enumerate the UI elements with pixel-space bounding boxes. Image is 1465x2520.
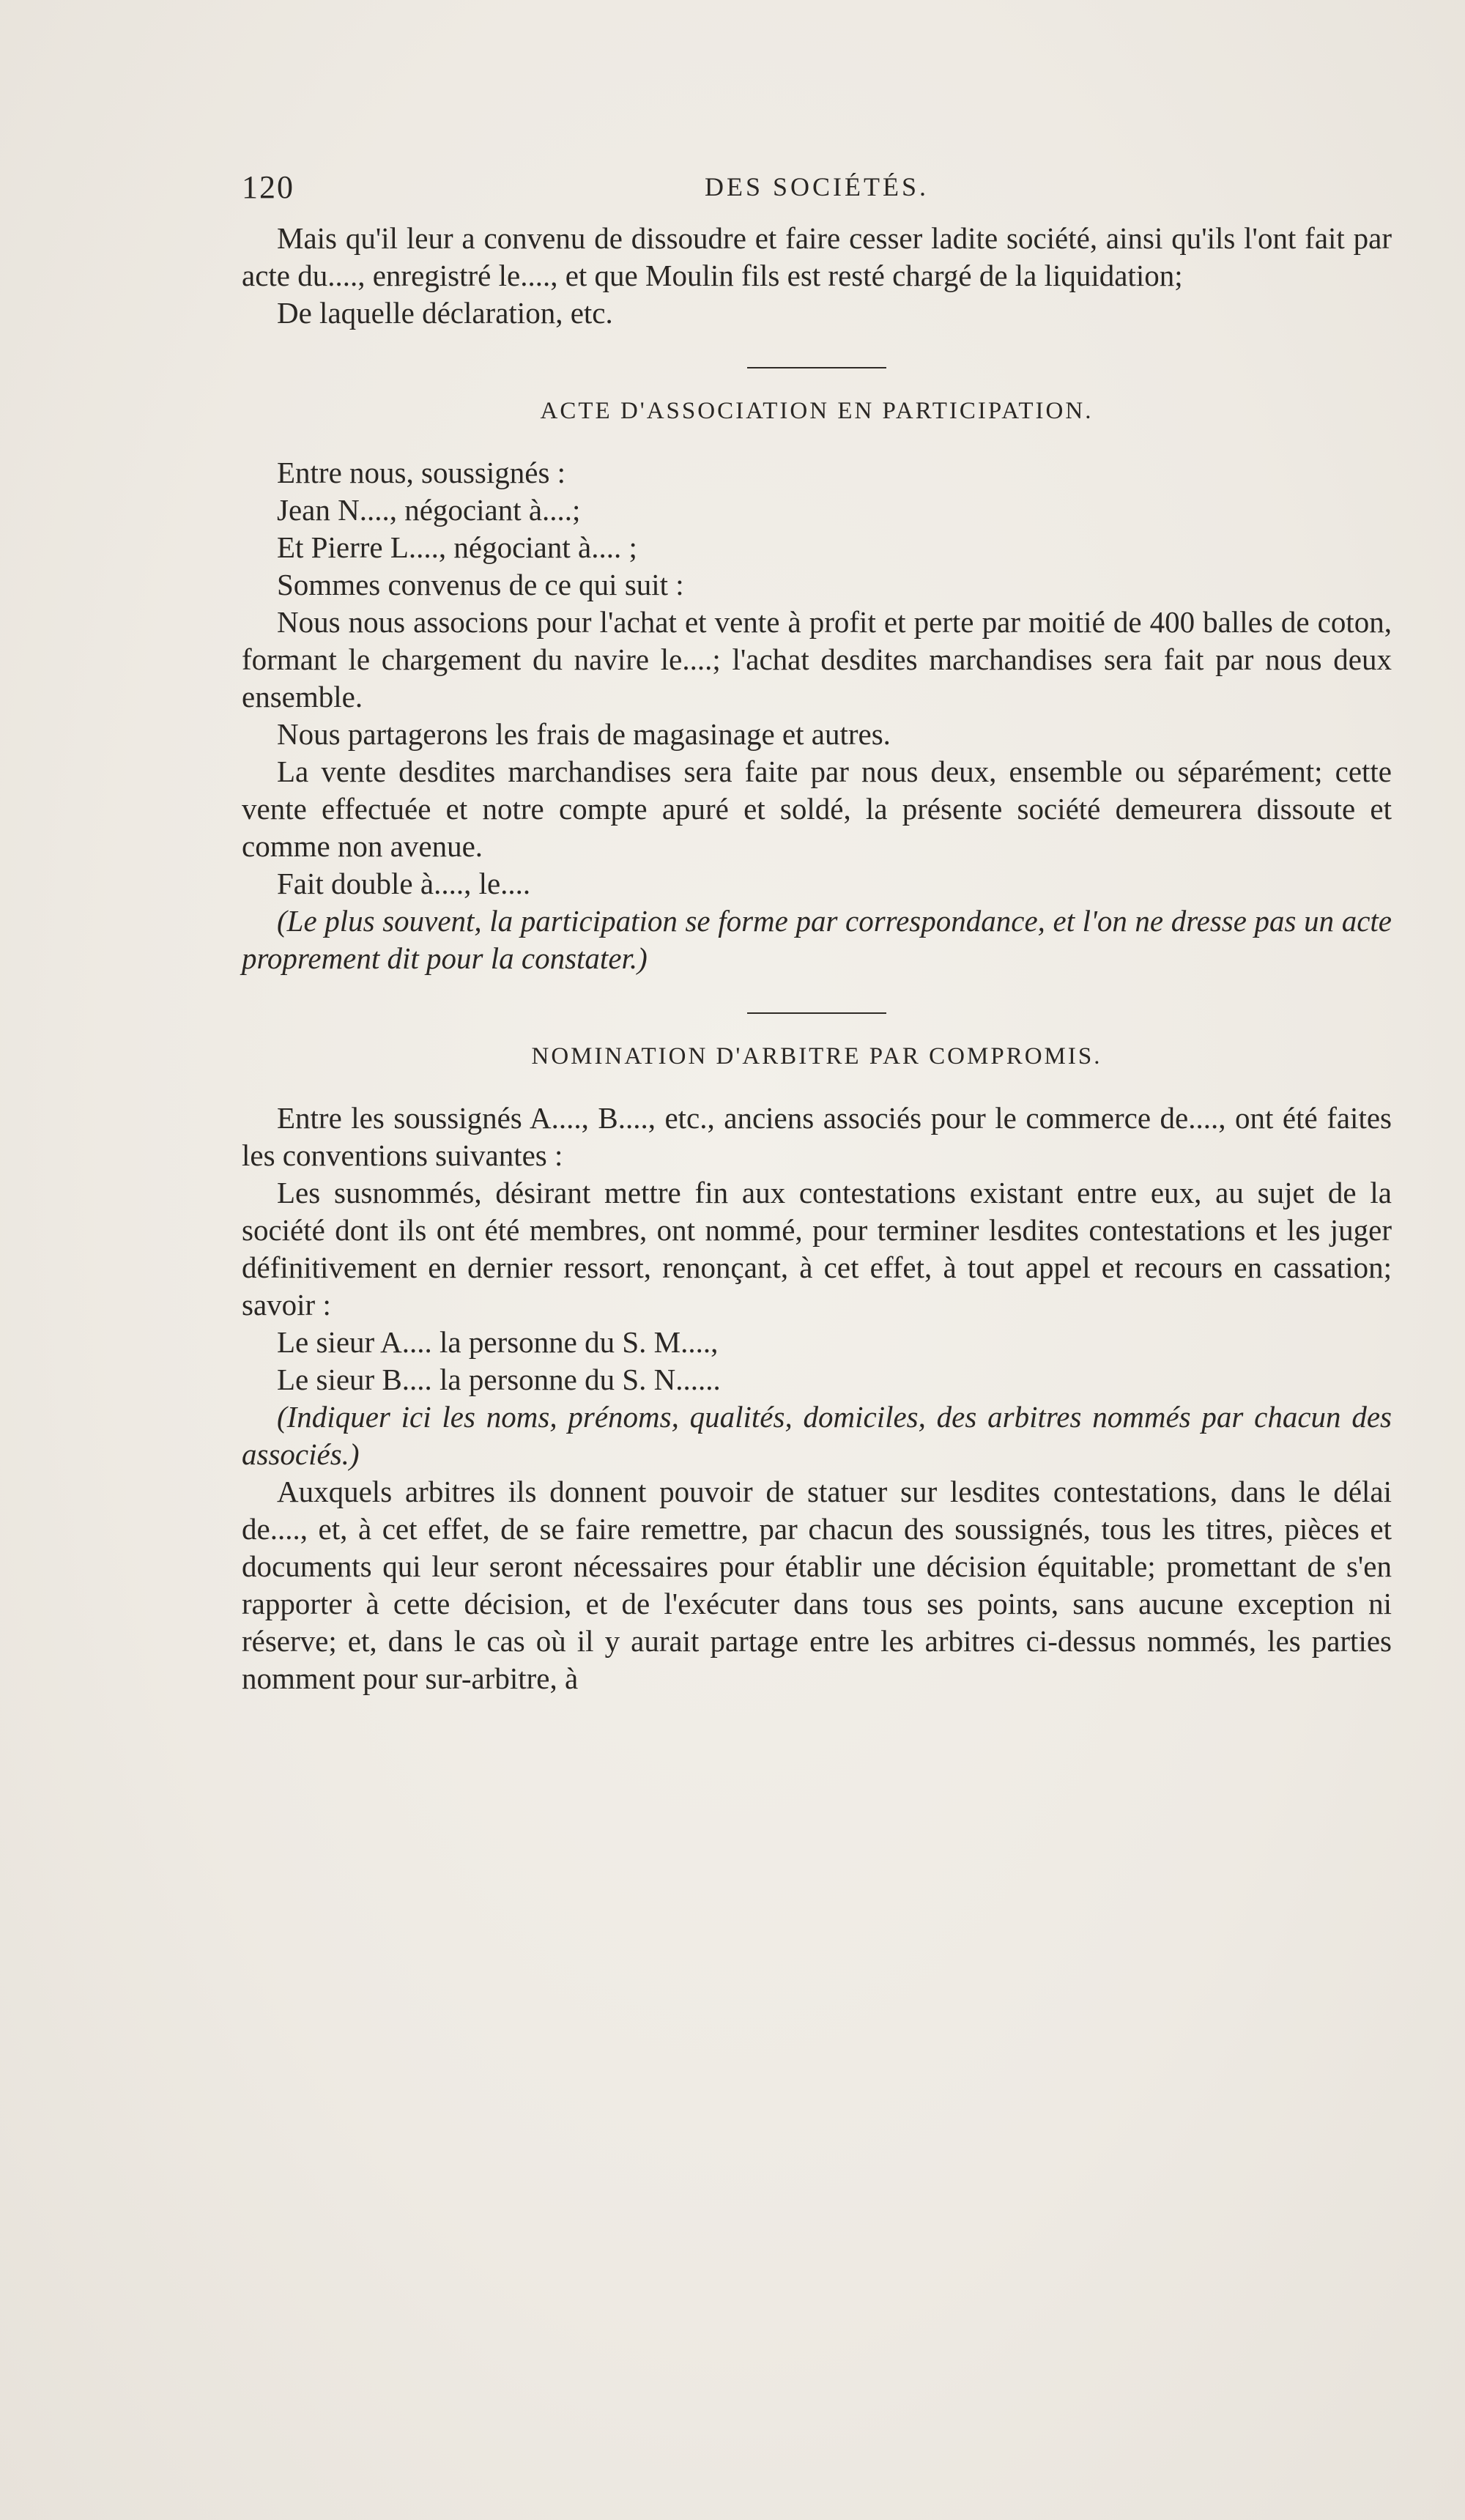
paragraph: La vente desdites marchandises sera faite par nous deux, ensemble ou séparément; cette vente effectuée et notre compte apuré et soldé, la présente société demeurera dissoute et comme non avenue.	[242, 755, 1392, 863]
paragraph: Les susnommés, désirant mettre fin aux contestations existant entre eux, au sujet de la société dont ils ont été membres, ont nommé, pour terminer lesdites contestations et les juger définitivement en dernier ressort, renonçant, à cet effet, à tout appel et recours en cassation; savoir :	[242, 1176, 1392, 1322]
paragraph: Nous partagerons les frais de magasinage et autres.	[277, 717, 891, 751]
paragraph: Auxquels arbitres ils donnent pouvoir de statuer sur lesdites contestations, dans le délai de...., et, à cet effet, de se faire remettre, par chacun des soussignés, tous les titres, pièces et documents qui leur seront nécessaires pour établir une décision équitable; promettant de s'en rapporter à cette décision, et de l'exécuter dans tous ses points, sans aucune exception ni réserve; et, dans le cas où il y aurait partage entre les arbitres ci-dessus nommés, les parties nomment pour sur-arbitre, à	[242, 1475, 1392, 1695]
italic-note: (Le plus souvent, la participation se forme par correspondance, et l'on ne dresse pas un acte proprement dit pour la constater.)	[242, 904, 1392, 975]
paragraph: Mais qu'il leur a convenu de dissoudre et faire cesser ladite société, ainsi qu'ils l'ont fait par acte du...., enregistré le...., et que Moulin fils est resté chargé de la liquidation;	[242, 221, 1392, 292]
section-title-arbitration: NOMINATION D'ARBITRE PAR COMPROMIS.	[531, 1043, 1102, 1070]
section-title-association: ACTE D'ASSOCIATION EN PARTICIPATION.	[540, 398, 1094, 424]
paragraph: Et Pierre L...., négociant à.... ;	[277, 530, 637, 564]
paragraph: Le sieur B.... la personne du S. N......	[277, 1363, 721, 1396]
running-head	[242, 154, 1392, 220]
paragraph: Fait double à...., le....	[277, 867, 531, 900]
italic-note: (Indiquer ici les noms, prénoms, qualités, domiciles, des arbitres nommés par chacun des associés.)	[242, 1400, 1392, 1471]
section-divider	[747, 1012, 886, 1014]
paragraph: Nous nous associons pour l'achat et vente à profit et perte par moitié de 400 balles de coton, formant le chargement du navire le....; l'achat desdites marchandises sera fait par nous deux ensemble.	[242, 605, 1392, 714]
paragraph: De laquelle déclaration, etc.	[277, 296, 613, 330]
paragraph: Le sieur A.... la personne du S. M....,	[277, 1325, 719, 1359]
text-block	[242, 154, 1392, 1697]
page-number: 120	[242, 169, 294, 205]
paragraph: Entre nous, soussignés :	[277, 456, 566, 489]
running-title: DES SOCIÉTÉS.	[704, 172, 930, 201]
paragraph: Entre les soussignés A...., B...., etc., anciens associés pour le commerce de...., ont été faites les conventions suivantes :	[242, 1101, 1392, 1172]
section-divider	[747, 367, 886, 368]
paragraph: Jean N...., négociant à....;	[277, 493, 581, 527]
paragraph: Sommes convenus de ce qui suit :	[277, 568, 684, 601]
